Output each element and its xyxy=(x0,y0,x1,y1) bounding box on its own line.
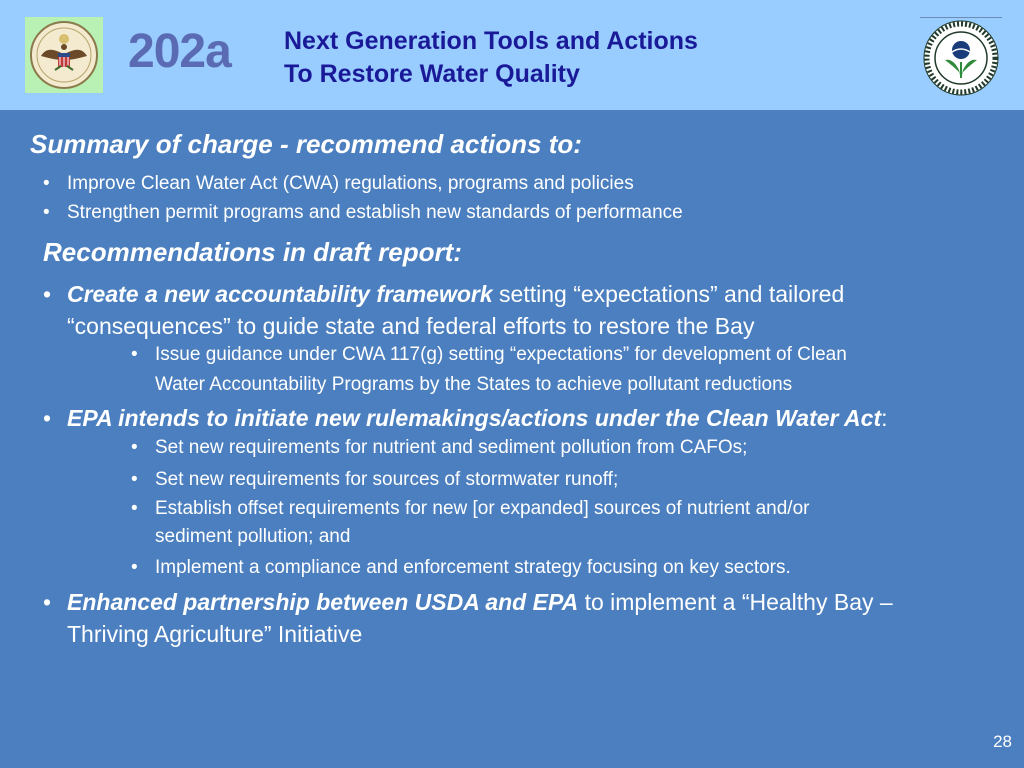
item-1-sub-line-2: Water Accountability Programs by the States to achieve pollutant reductions xyxy=(155,374,793,395)
summary-heading: Summary of charge - recommend actions to: xyxy=(30,129,582,159)
recommendation-item-3 xyxy=(43,586,1003,650)
title-line-2: To Restore Water Quality xyxy=(284,60,580,88)
item-2-sub-3-line-2: sediment pollution; and xyxy=(155,526,351,547)
slide-code: 202a xyxy=(128,25,231,78)
item-3-text: to implement a “Healthy Bay – xyxy=(578,589,893,615)
item-2-sub-2 xyxy=(131,465,1011,495)
page-number: 28 xyxy=(993,732,1012,751)
summary-item-1-text: Improve Clean Water Act (CWA) regulations, programs and policies xyxy=(67,173,634,194)
item-2-emphasis: EPA intends to initiate new rulemakings/actions under the Clean Water Act xyxy=(67,405,882,431)
recommendation-item-1 xyxy=(43,278,1003,342)
great-seal-icon xyxy=(25,17,103,93)
slide-header xyxy=(0,0,1024,110)
summary-item-2-text: Strengthen permit programs and establish new standards of performance xyxy=(67,202,683,223)
recommendations-heading: Recommendations in draft report: xyxy=(43,237,462,267)
slide-body xyxy=(0,110,1024,768)
item-1-sub-line-1: Issue guidance under CWA 117(g) setting “expectations” for development of Clean xyxy=(155,344,847,365)
item-2-sub-1 xyxy=(131,433,1011,463)
item-1-emphasis: Create a new accountability framework xyxy=(67,281,493,307)
slide-title xyxy=(284,25,698,91)
title-line-1: Next Generation Tools and Actions xyxy=(284,27,698,55)
bullet-icon: • xyxy=(43,281,52,307)
item-1-line-2: “consequences” to guide state and federal efforts to restore the Bay xyxy=(67,313,755,339)
summary-item-2 xyxy=(43,201,683,225)
item-3-emphasis: Enhanced partnership between USDA and EPA xyxy=(67,589,579,615)
item-2-text: : xyxy=(881,405,888,431)
item-2-sub-4-text: Implement a compliance and enforcement strategy focusing on key sectors. xyxy=(155,557,791,578)
bullet-icon: • xyxy=(131,344,138,365)
summary-item-1 xyxy=(43,172,634,196)
seal-divider xyxy=(920,17,1002,18)
item-1-text: setting “expectations” and tailored xyxy=(492,281,845,307)
epa-seal-icon xyxy=(920,17,1002,99)
recommendation-item-2 xyxy=(43,402,1003,434)
item-2-sub-1-text: Set new requirements for nutrient and sediment pollution from CAFOs; xyxy=(155,437,748,458)
bullet-icon: • xyxy=(43,405,52,431)
item-2-sub-2-text: Set new requirements for sources of stormwater runoff; xyxy=(155,469,619,490)
item-3-line-2: Thriving Agriculture” Initiative xyxy=(67,621,363,647)
item-1-sub-1 xyxy=(131,340,1011,400)
bullet-icon: • xyxy=(43,589,52,615)
item-2-sub-3-line-1: Establish offset requirements for new [or expanded] sources of nutrient and/or xyxy=(155,498,810,519)
item-2-sub-3 xyxy=(131,495,1011,551)
item-2-sub-4 xyxy=(131,553,1011,583)
bullet-icon: • xyxy=(131,469,138,490)
bullet-icon: • xyxy=(131,437,138,458)
bullet-icon: • xyxy=(131,557,138,578)
bullet-icon: • xyxy=(43,202,50,223)
bullet-icon: • xyxy=(131,498,138,519)
bullet-icon: • xyxy=(43,173,50,194)
